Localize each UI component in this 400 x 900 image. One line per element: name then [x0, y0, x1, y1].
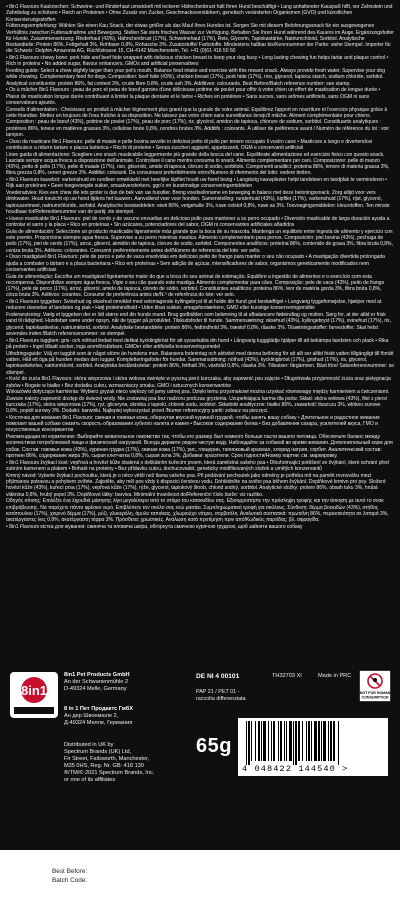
label-paragraph: Utfodringsguide: Välj en tuggbit som är något större än hundens mun. Balansera foderintag och aktivitet med denna belöning för att allt ser alltid friskt vatten tillgängligt till förrätt vatten. Håll ett öga på hunden medan den tuggar. Kompletteringsfoder för hundar. Sammansättning: nöthud (43%), kycklingbröst (17%), grishud (17%), ris, glycerol, tapiokastärkelse, natriumklorid, sorbitol. Analytiska beståndsdelar: protein 86%, fetthalt 3%, växttråd 0,8%, råaska 3%. Tillsatser: färgämnen. Bäst före/ Satsreferensnummer: se stämpel.	[6, 350, 394, 376]
barcode-bar	[333, 721, 335, 761]
barcode-bar	[263, 721, 266, 761]
barcode-bar	[258, 721, 260, 761]
label-paragraph: Guía de alimentación: Seleccione un producto masticable ligeramente más grande que la boca de su mascota. Mantenga un equilibrio entre ingesta de alimento y ejercicio con este premio. Proporcione siempre agua fresca. Supervise a su perro mientras mastica. Alimento complementario para perros. Composición: piel bovina (43%), pechuga de pollo (17%), piel de cerdo (17%), arroz, glicerol, almidón de tapioca, cloruro de sodio, sorbitol. Componentes analíticos: proteína 86%, contenido de grasa 3%, fibra bruta 0,8%, ceniza bruta 3%. Aditivos: colorantes. Consumir preferentemente antes del/Número de referencia del lote: ver sello.	[6, 228, 393, 254]
barcode-right-digits: 144540	[298, 764, 336, 774]
label-paragraph: Feeding guide: Select a chew slightly larger than your pet's mouth. Balance food intake and exercise with this reward snack. Always provide fresh water. Supervise your dog while chewing. Complementary feed for dogs. Composition: beef hide (43%), chicken breast (17%), pork hide (17%), rice, glycerol, tapioca starch, sodium chloride, sorbitol. Analytical constituents: protein 86%, fat content 3%, crude fibre 0.8%, crude ash 3%. Additives: colourants. Best Before/Batch reference number: see stamp.	[6, 68, 386, 87]
barcode-bars	[244, 721, 382, 765]
label-paragraph: • 8in1 Flavours žvýkací kost: vepřová a hovězí kůže obalená s delikátním kuřecím prsem, která zaměstná vašeho psa • Dlouhotrvající potěšení ze žvýkání, které ochrání před zubním kamenem a plakem • Bohaté na proteiny • Bez přídavku cukru, dochucovadel, geneticky modifikovaných složek a umělých konzervantů	[6, 459, 389, 472]
company-city-ru: Д-49324 Мелле, Германия	[64, 720, 133, 726]
barcode-left-digits: 048422	[254, 764, 293, 774]
product-code: DE NI 4 00101	[196, 673, 240, 680]
barcode-bar	[302, 721, 303, 761]
not-for-human-consumption-icon	[359, 670, 391, 702]
label-paragraph: Wskazówki dotyczące karmienia: Wybierz gryzak nieco większy od jamy ustnej psa. Dzięki temu przysmakowi można uzyskać równowagę między karmieniem a ćwiczeniami. Zawsze należy zapewnić dostęp do świeżej wody. Nie zostawiaj psa bez nadzoru podczas gryzienia. Uzupełniająca karma dla psów. Skład: skóra wołowa (43%), filet z piersi kurczaka (17%), skóra wieprzowa (17%), ryż, gliceryna, skrobia z tapioki, chlorek sodu, sorbitol. Składniki analityczne: białko 86%, zawartość tłuszczu 3%, włókno surowe 0,8%, popiół surowy 3%. Dodatki: barwniki. Najlepiej wykorzystać przed /Numer referencyjny partii: zobacz na pieczęci.	[6, 389, 390, 415]
barcode-bar	[248, 721, 250, 765]
label-paragraph: Foderanvisning: Vælg et tyggeben der er lidt større end din hunds mund. Brug godbidden som belønning til at afbalancere fødeindtag og motion. Sørg for, at der altid er frisk vand til rådighed. Hundebør være under opsyn, når de tygger på produktet. Tilskudsfoder til hunde. Sammensætning: oksehud (43%), kyllingebryst (17%), svinehud (17%), ris, glycerol, tapiokastivelse, natriumklorid, sorbitol. Analytiske bestanddele: protein 86%, fedtindhold 3%, træstof 0,8%, råaske 3%. Tilsætningsstoffer: farvestoffer. Skal helst anvendes inden:/Batch referencenummer: se stempel.	[6, 312, 391, 337]
manufacturer-address-ru	[64, 706, 184, 727]
barcode-bar	[255, 721, 256, 761]
label-paragraph: • Hueso masticable 8in1 Flavours: piel de cerdo y de vacuno envueltas en delicioso pollo para mantener a su perro ocupado • Diversión masticable de larga duración ayuda a controlar el sarro y la placa • Rico en proteínas • Sin azúcares, potenciadores del sabor, OGM ni conservantes artificiales añadidos	[6, 215, 390, 228]
label-paragraph: • Косточка для жевания 8in1 Flavours: свиная и говяжья кожа, обернутая вкусной куриной грудкой, чтобы занять вашу собаку • Длительное и радостное жевание помогает вашей собаке снизить скорость образования зубного налета и камня • Высокое содержание белка • Без добавления сахара, усилителей вкуса, ГМО и искусственных консервантов	[6, 414, 380, 434]
batch-code-label: Batch Code:	[52, 877, 88, 884]
barcode-bar	[306, 721, 307, 761]
label-paragraph: Krmný návod: Vyberte žvýkací pochoutku, která je o něco větší než tlama vašeho psa. Při podávání pochoutek jako odměny je potřeba mít na paměti rovnováhu mezi přijímanou potravou a pohybem zvířete. Zajistěte, aby měl pes vždy k dispozici čerstvou vodu. Dohlédněte na svého psa během žvýkání. Doplňkové krmivo pro psy. Složení: hovězí kůže (43%), kuřecí prsa (17%), vepřová kůže (17%), rýže, glycerol, tapiokový škrob, chlorid sodný, sorbitol. Analytické složky: protein 86%, obsah tuku 3%, hrubá vláknina 0,8%, hrubý popel 3%. Doplňkové látky: barviva. Minimální trvanlivost do/Referenční číslo šarže: viz razítko.	[6, 472, 387, 498]
label-paragraph: Guia de alimentação: Escolha um mastigável ligeiramente maior do que a boca do seu animal de estimação. Equilibre a ingestão de alimentos e o exercício com esta recompensa. Disponibilize sempre água fresca. Vigie o seu cão quando este mastiga. Alimento complementar para cães. Composição: pele de vaca (43%), peito de frango (17%), pele de porco (17%), arroz, glicerol, amido de tapioca, cloreto de sódio, sorbitol. Constituintes analíticos: proteína 86%, teor de matéria gorda 3%, fibra bruta 0,8%, cinza bruta 3%. Aditivos: corantes. Consumir de preferência antes de/N.º de referência do lote: ver selo.	[6, 273, 385, 299]
barcode-first-digit: 4	[242, 764, 249, 774]
manufacturer-address-de	[64, 672, 184, 693]
barcode-digits	[242, 764, 384, 774]
label-paragraph: Linee guida di alimentazione: Scegliere uno snack masticabile leggermente più grande della bocca del cane. Equilibrate alimentazione ed esercizio fisico con questo snack. Lasciate sempre acqua fresca a disposizione dell'animale. Controllare il cane mentre consuma lo snack. Alimento complementare per cani. Composizione: pelle di manzo (43%), petto di pollo (17%), pelle di maiale (17%), riso, glicerolo, amido di tapioca, cloruro di sodio, sorbitolo. Componenti analitici: proteina 86%, tenore di materia grassa 3%, fibra grezza 0,8%, ceneri grezze 3%. Additivi: coloranti. Da consumarsi preferibilmente entro/Numero di riferimento del lotto: vedere timbro.	[6, 151, 390, 177]
barcode	[238, 718, 388, 776]
label-paragraph: • 8in1 Flavours кістка для жування: свиняча та яловича шкіра, обгорнута смачною курячою грудкою, щоб зайняти вашого собаку	[6, 523, 303, 530]
label-paragraph: • 8in1 Flavours tuggben: gris- och nöthud lindad med delikat kycklingbröst för att sysselsätta din hund • Långvarig tuggglädje hjälper till att bekämpa tandsten och plack • Rika på protein • Inget tillsatt socker, inga aromförstärkare, GMOer eller artificiella konserveringsmedel	[6, 337, 389, 350]
barcode-bar	[280, 721, 282, 761]
label-footer	[0, 668, 400, 850]
barcode-bar	[318, 721, 320, 761]
8in1-logo	[10, 672, 58, 718]
label-paragraph: • 8in1 Flavours kauwbot: varkenshuid en rundleer omwikkeld met heerlijke kipfilet houdt uw hond bezig • Langdurig kauwplezier helpt tandsteen en tandplak te verminderen • Rijk aan proteïnen • Geen toegevoegde suiker, smaakversterkers, ggo's en kunstmatige conserveringsmiddelen	[6, 177, 387, 190]
company-name: 8in1 Pet Products GmbH	[64, 672, 130, 678]
barcode-bar	[268, 721, 269, 761]
barcode-bar	[321, 721, 322, 761]
recycling-info	[196, 689, 280, 703]
label-paragraph: Οδηγός σίτισης: Επιλέξτε ένα λιχουδιά μάσησης λίγο μεγαλύτερο από το στόμα του κατοικιδίου σας. Εξισορροπήστε την πρόσληψη τροφής και την άσκηση με αυτό το σνακ επιβράβευσης. Να παρέχετε πάντα φρέσκο νερό. Επιβλέπετε τον σκύλο σας ενώ μασάει. Συμπληρωματική τροφή για σκύλους. Σύνθεση: δέρμα βοοειδών (43%), στήθος κοτόπουλου (17%), χοιρινό δέρμα (17%), ρύζι, γλυκερόλη, άμυλο ταπιόκας, χλωριούχο νάτριο, σορβιτόλη. Αναλυτικά συστατικά: πρωτεΐνη 86%, περιεκτικότητα σε λιπαρά 3%, ακατέργαστες ίνες 0,8%, ακατέργαστη τέφρα 3%. Πρόσθετα: χρωστικές. Ανάλωση κατά προτίμηση πριν από/Κωδικός παρτίδας: βλ. σφραγίδα.	[6, 498, 389, 524]
uk-line: ®/TM/© 2021 Spectrum Brands, Inc.	[64, 770, 155, 776]
barcode-bar	[284, 721, 285, 761]
uk-line: Fir Street, Failsworth, Manchester,	[64, 756, 150, 762]
not-human-line2: CONSUMPTION	[361, 695, 389, 700]
lot-code: TH32703 XI	[272, 673, 302, 679]
not-human-line1: NOT FOR HUMAN	[359, 691, 391, 695]
barcode-bar	[278, 721, 279, 761]
barcode-bar	[289, 721, 292, 761]
label-paragraph: • Osso da masticare 8in1 Flavours: pelle di maiale e pelle bovina avvolte in deliziosi petto di pollo per tenere occupato il vostro cane • Masticare a lungo e divertendosi contribuisce a ridurre tartaro e placca batterica • Ricchi di proteine • Senza zuccheri aggiunti, appetizzanti, OGM e conservanti artificiali	[6, 138, 373, 151]
made-in: Made in PRC	[318, 673, 352, 679]
barcode-bar	[314, 721, 317, 761]
barcode-end: >	[342, 764, 349, 774]
recycling-line: raccolta differenziata	[196, 696, 246, 702]
label-paragraph: • Osso mastigável 8in1 Flavours: pele de porco e pele de vaca envolvidas em delicioso peito de frango para manter o seu cão ocupado • A mastigação divertida prolongada ajuda a combater o tártaro e a placa bacteriana • Rico em proteínas • Sem adição de açúcar, intensificadores de sabor, organismos geneticamente modificados nem conservantes artificiais	[6, 254, 385, 273]
barcode-bar	[261, 721, 262, 761]
label-paragraph: Conseils d'alimentation : Choisissez un produit à mâcher légèrement plus grand que la gueule de votre animal. Equilibrez l'apport en nourriture et l'exercice physique grâce à cette friandise. Mettez en toujours de l'eau fraîche à sa disposition. Ne laissez pas votre chien sans surveillance lorsqu'il mâche. Aliment complémentaire pour chiens. Composition : peau de bœuf (43%), poitrine de poulet (17%), peau de porc (17%), riz, glycérol, amidon de tapioca, chlorure de sodium, sorbitol. Constituants analytiques : protéines 86%, teneur en matières grasses 3%, cellulose brute 0,8%, cendres brutes 3%. Additifs : colorants. À utiliser de préférence avant / Numéro de référence du lot : voir tampon.	[6, 106, 390, 138]
barcode-bar	[338, 721, 339, 765]
barcode-bar	[293, 721, 294, 765]
multilingual-text-block	[6, 4, 394, 660]
barcode-bar	[311, 721, 312, 761]
barcode-bar	[308, 721, 310, 761]
uk-line: M35 0HS, Reg. Nr. GB: 418 130	[64, 763, 144, 769]
company-street-ru: Ан дер Швонмюле 2,	[64, 713, 119, 719]
best-before-label: Best Before:	[52, 868, 88, 875]
label-paragraph: • 8in1 Flavours chewy bone: pork hide and beef hide wrapped with delicious chicken breast to keep your dog busy • Long lasting chewing fun helps tartar and plaque control • Rich in proteins • No added sugar, flavour enhancers, GMOs and artificial preservatives	[6, 55, 389, 68]
label-paragraph: • Kość do żucia 8in1 Flavours: skóra wieprzowa i skóra wołowa owinięte w pyszną pierś kurczaka, aby zapewnić psu zajęcie • Długotrwała przyjemność żucia oraz pielęgnacja zębów • Bogate w białko • Bez dodatku cukru, wzmacniaczy smaku, GMO i sztucznych konserwantów	[6, 376, 391, 389]
label-paragraph: • 8in1 Flavours Kauknochen: Schweine- und Rinderhaut umwickelt mit leckerer Hähnchenbrust hält Ihren Hund beschäftigt • Lang anhaltender Kauspaß hilft, vor Zahnstein und Zahnbelag zu schützen • Reich an Proteinen • Ohne Zusatz von Zucker, Geschmacksverstärkern, genetisch veränderten Organismen (GVO) und künstlichen Konservierungsstoffen	[6, 4, 393, 23]
net-weight: 65g	[196, 735, 232, 757]
barcode-bar	[295, 721, 297, 765]
barcode-bar	[273, 721, 275, 761]
uk-distributor	[64, 742, 194, 784]
label-paragraph: • Os à mâcher 8in1 Flavours : peau de porc et peau de bœuf garnies d'une délicieuse poitrine de poulet pour offrir à votre chien un effort de mastication de longue durée • Plaisir de mastication longue durée contribuant à limiter la plaque dentaire et le tartre • Riches en protéines • Sans sucres, sans arômes artificiels, sans OGM ni sans conservateurs ajoutés.	[6, 87, 381, 107]
label-paragraph: Voederadvies: Kies een chew die iets groter is dan de bek van uw huisdier. Breng voedselinname en beweging in balans met deze beloningssnack. Zorg altijd voor vers drinkwater. Houd toezicht op uw hond tijdens het kauwen. Aanvullend voer voor honden. Samenstelling: runderhuid (43%), kipfilet (17%), varkenshuid (17%), rijst, glycerol, tapiocazetmeel, natriumchloride, sorbitol. Analytische bestanddelen: eiwit 86%, vetgehalte 3%, ruwe celstof 0,8%, ruwe as 3%. Toevoegingsmiddelen: kleurstoffen. Ten minste houdbaar tot/Referentienummer van de partij: zie stempel.	[6, 190, 390, 216]
best-before-area	[0, 852, 400, 900]
barcode-bar	[323, 721, 326, 761]
barcode-bar	[298, 721, 300, 761]
label-paragraph: • 8in1 Flavours tyggeben: Svinehud og oksehud omviklet med velsmagende kyllingebryst til at holde din hund god beskæftiget • Langvarig tyggefornøjelse, hjælper med at reducere dannelse af tandsten og plak • Højt proteinindhold • Uden tilsat sukker, smagsforstærkere, GMO eller kunstige konserveringsmidler	[6, 299, 382, 312]
uk-line: Distributed in UK by	[64, 742, 114, 748]
company-street: An der Schwanenmühle 2	[64, 679, 129, 685]
barcode-bar	[251, 721, 252, 761]
recycling-line: PAP 21 / PET 01 -	[196, 689, 240, 695]
company-name-ru: 8 in 1 Пет Продактс ГмбХ	[64, 706, 133, 712]
label-paragraph: Fütterungsempfehlung: Wählen Sie einen Kau Snack, der etwas größer als das Maul Ihres Hundes ist. Sorgen Sie mit diesem Belohnungssnack für ein ausgewogenes Verhältnis zwischen Futteraufnahme und Bewegung. Stellen Sie stets frisches Wasser zur Verfügung. Behalten Sie Ihren Hund während des Kauens im Auge. Ergänzungsfutter für Hunde. Zusammensetzung: Rinderhaut (43%), Hähnchenbrust (17%), Schweinehaut (17%), Reis, Glycerin, Tapiokastärke, Natriumchlorid, Sorbitol. Analytische Bestandteile: Protein 86%, Fettgehalt 3%, Rohfaser 0,8%, Rohasche 3%. Zusatzstoffe/ Farbstoffe. Mindestens haltbar bis/Kennnummer der Partie: siehe Stempel. Importer für die Schweiz: Delphin Amazonia AG, Rüchlistrasse 15, CH-4142 Münchenstein, Tel. +41 (0)61 416 50 50	[6, 23, 394, 55]
svg-text:8in1: 8in1	[20, 683, 48, 698]
uk-line: Spectrum Brands (UK) Ltd,	[64, 749, 132, 755]
barcode-bar	[286, 721, 287, 761]
label-paragraph: Рекомендации по кормлению: Выбирайте жевательное лакомство так, чтобы его размер был немного больше пасти вашего питомца. Обеспечьте баланс между количеством потребляемой пищи и физической нагрузкой. Всегда держите рядом чистую воду. Наблюдайте за собакой во время жевания. Дополнительный корм для собак. Состав: говяжья кожа (43%), куриная грудка (17%), свиная кожа (17%), рис, глицерин, тапиоковый крахмал, хлорид натрия, сорбит. Аналитический состав: протеин 86%, содержание жира 3%, сырая клетчатка 0,8%, сырая зола 3%. Добавки: красители. Срок годности/Номер партии: см. маркировку.	[6, 434, 393, 459]
barcode-bar	[330, 721, 332, 761]
barcode-bar	[271, 721, 272, 761]
barcode-bar	[328, 721, 329, 761]
barcode-bar	[246, 721, 247, 765]
uk-line: or one of its affiliates	[64, 777, 116, 783]
company-city: D-49324 Melle, Germany	[64, 686, 127, 692]
